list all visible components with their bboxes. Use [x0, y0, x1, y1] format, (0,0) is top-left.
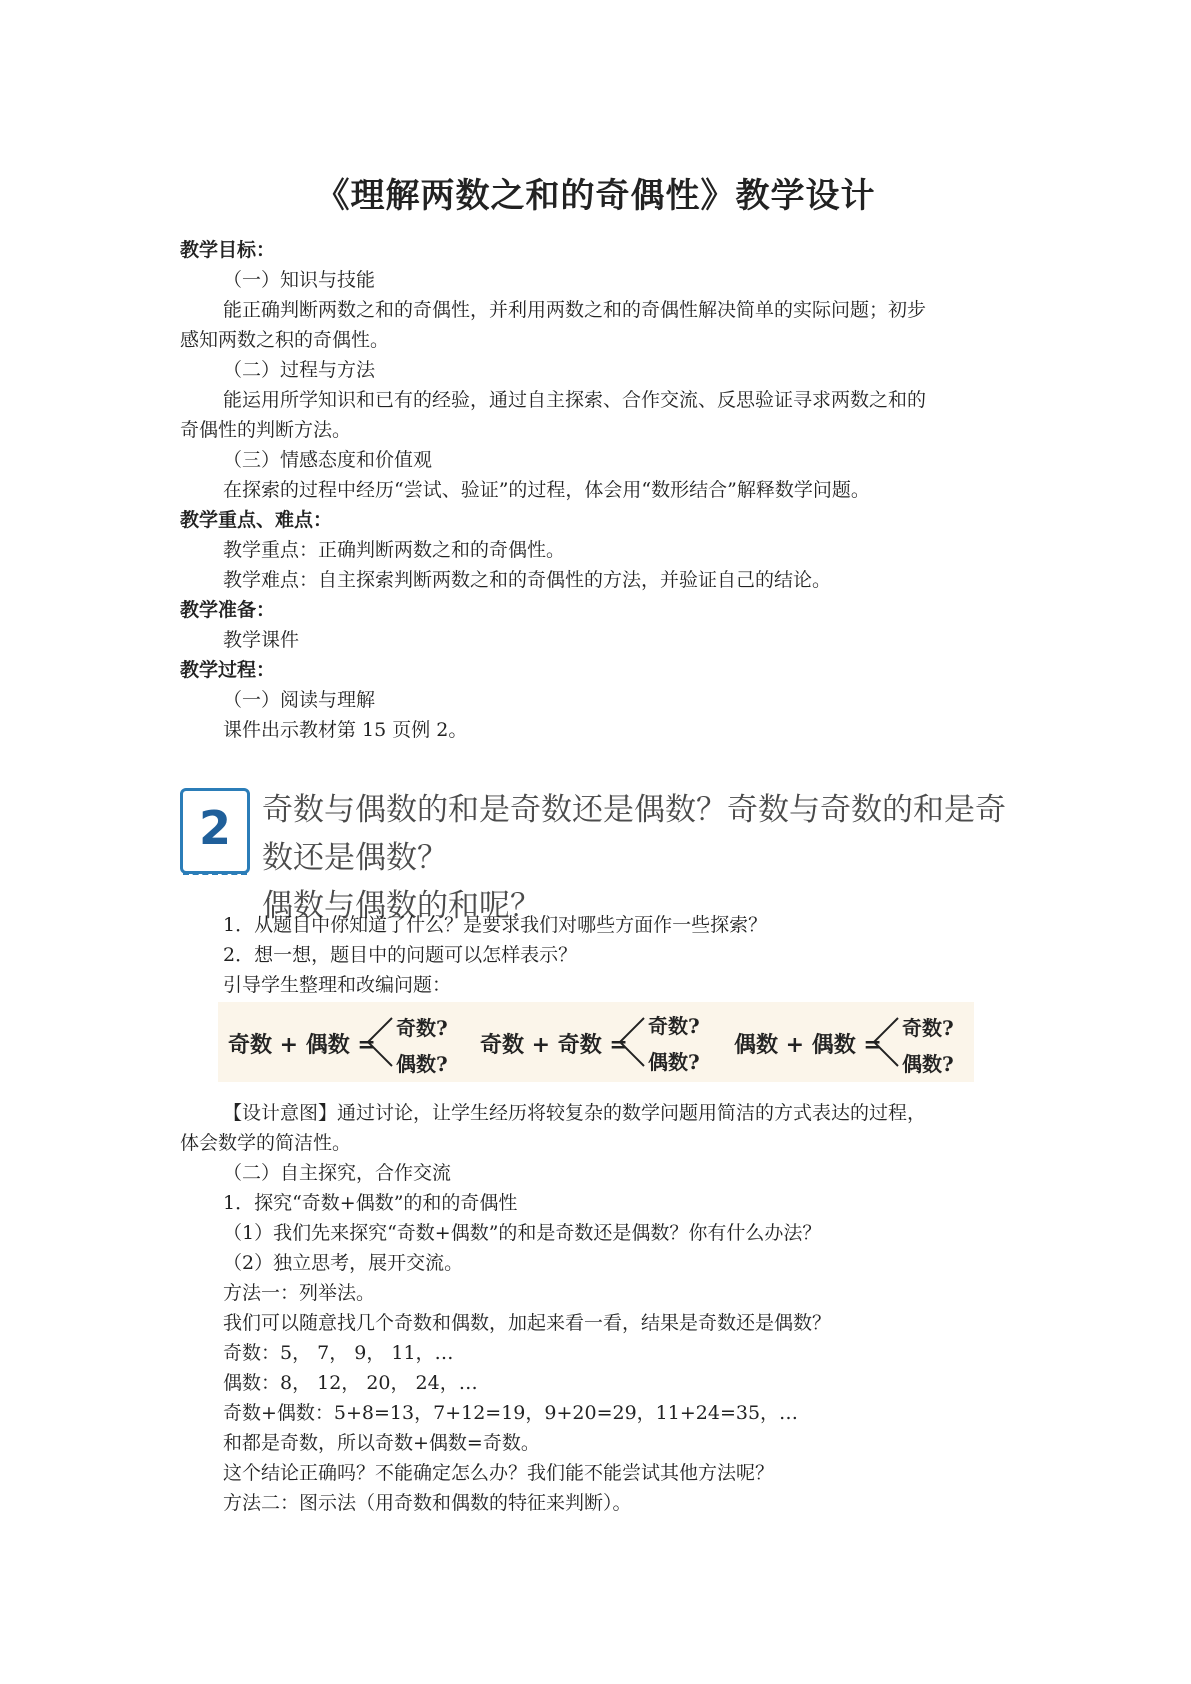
knowledge-text-1: 能正确判断两数之和的奇偶性，并利用两数之和的奇偶性解决简单的实际问题；初步 [223, 299, 927, 321]
odd-numbers: 奇数：5， 7， 9， 11，… [223, 1342, 454, 1364]
formula-expression: 偶数 + 偶数 = [734, 1032, 882, 1058]
formula-option-even: 偶数? [396, 1052, 448, 1076]
conclusion: 和都是奇数，所以奇数+偶数=奇数。 [223, 1432, 540, 1454]
process-method-text-1: 能运用所学知识和已有的经验，通过自主探索、合作交流、反思验证寻求两数之和的 [223, 389, 927, 411]
knowledge-text-2: 感知两数之积的奇偶性。 [180, 329, 390, 351]
objectives-heading: 教学目标： [180, 239, 276, 261]
difficult-point-text: 教学难点：自主探索判断两数之和的奇偶性的方法，并验证自己的结论。 [223, 569, 832, 591]
example-number: 2 [198, 801, 231, 855]
sums: 奇数+偶数：5+8=13，7+12=19，9+20=29，11+24=35，… [223, 1402, 799, 1424]
example-banner [180, 780, 1030, 924]
formula-expression: 奇数 + 奇数 = [480, 1032, 628, 1058]
design-intent-2: 体会数学的简洁性。 [180, 1132, 352, 1154]
even-numbers: 偶数：8， 12， 20， 24，… [223, 1372, 478, 1394]
guide-text: 引导学生整理和改编问题： [223, 974, 452, 996]
branch-bracket-icon [364, 1016, 394, 1068]
formula-option-even: 偶数? [648, 1050, 700, 1074]
preparation-heading: 教学准备： [180, 599, 276, 621]
branch-bracket-icon [870, 1016, 900, 1068]
part2-heading: （二）自主探究，合作交流 [223, 1162, 452, 1184]
part1-intro: 课件出示教材第 15 页例 2。 [223, 719, 468, 741]
explore-1: 1．探究“奇数+偶数”的和的奇偶性 [223, 1192, 518, 1214]
step-2: （2）独立思考，展开交流。 [223, 1252, 464, 1274]
part1-heading: （一）阅读与理解 [223, 689, 376, 711]
process-heading: 教学过程： [180, 659, 276, 681]
process-method-text-2: 奇偶性的判断方法。 [180, 419, 352, 441]
example-line-1: 奇数与偶数的和是奇数还是偶数？奇数与奇数的和是奇数还是偶数？ [262, 792, 1006, 876]
key-points-heading: 教学重点、难点： [180, 509, 333, 531]
design-intent-1: 【设计意图】通过讨论，让学生经历将较复杂的数学问题用简洁的方式表达的过程， [223, 1102, 927, 1124]
example-line-2: 偶数与偶数的和呢？ [262, 888, 541, 924]
branch-bracket-icon [616, 1016, 646, 1068]
formula-option-odd: 奇数? [648, 1014, 700, 1038]
example-number-badge [180, 788, 250, 874]
question-1: 1．从题目中你知道了什么？是要求我们对哪些方面作一些探索？ [223, 914, 768, 936]
page-title: 《理解两数之和的奇偶性》教学设计 [315, 176, 876, 216]
formula-option-odd: 奇数? [902, 1016, 954, 1040]
method-1-desc: 我们可以随意找几个奇数和偶数，加起来看一看，结果是奇数还是偶数？ [223, 1312, 832, 1334]
process-method-heading: （二）过程与方法 [223, 359, 376, 381]
badge-stripe-decoration [183, 872, 247, 885]
step-1: （1）我们先来探究“奇数+偶数”的和是奇数还是偶数？你有什么办法？ [223, 1222, 822, 1244]
example-question [262, 786, 1032, 930]
emotion-text: 在探索的过程中经历“尝试、验证”的过程，体会用“数形结合”解释数学问题。 [223, 479, 870, 501]
knowledge-heading: （一）知识与技能 [223, 269, 376, 291]
formula-option-even: 偶数? [902, 1052, 954, 1076]
method-2: 方法二：图示法（用奇数和偶数的特征来判断）。 [223, 1492, 632, 1514]
follow-up-question: 这个结论正确吗？不能确定怎么办？我们能不能尝试其他方法呢？ [223, 1462, 775, 1484]
emotion-heading: （三）情感态度和价值观 [223, 449, 433, 471]
method-1: 方法一：列举法。 [223, 1282, 376, 1304]
question-2: 2．想一想，题目中的问题可以怎样表示？ [223, 944, 578, 966]
formula-expression: 奇数 + 偶数 = [228, 1032, 376, 1058]
key-point-text: 教学重点：正确判断两数之和的奇偶性。 [223, 539, 566, 561]
preparation-item: 教学课件 [223, 629, 300, 651]
formula-option-odd: 奇数? [396, 1016, 448, 1040]
formula-strip [218, 1002, 974, 1082]
